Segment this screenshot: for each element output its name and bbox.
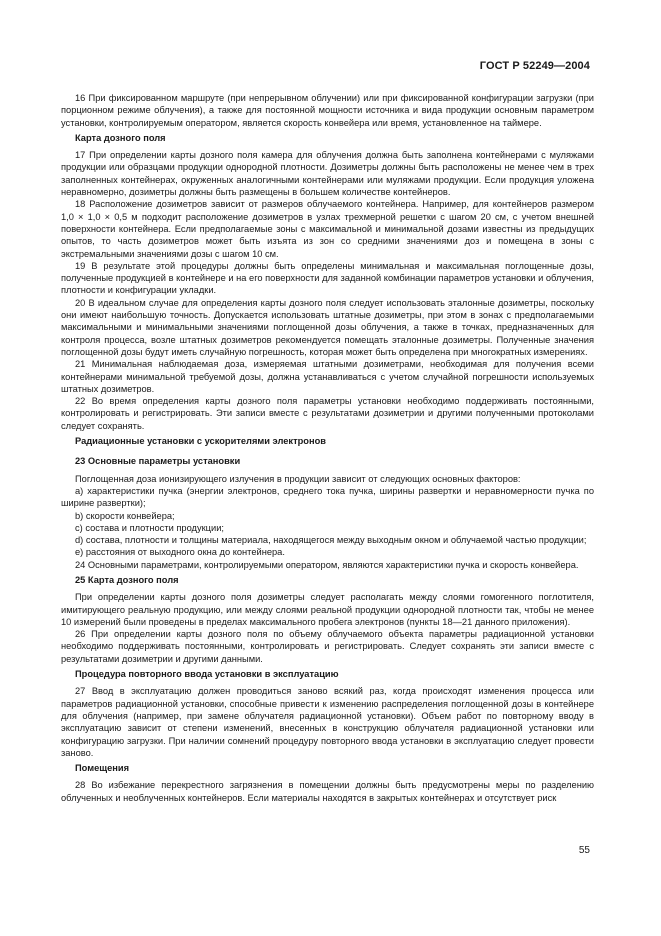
section-heading: Помещения bbox=[75, 763, 130, 774]
paragraph: 22 Во время определения карты дозного поля параметры установки необходимо поддерживать постоянными, контролировать и регистрировать. Эти записи вместе с результатами дозиметрии и другими полученными протоколами следует сохранять. bbox=[61, 396, 594, 431]
paragraph: 24 Основными параметрами, контролируемыми оператором, являются характеристики пучка и скорость конвейера. bbox=[75, 559, 579, 570]
page-number: 55 bbox=[578, 845, 590, 856]
standard-header: ГОСТ Р 52249—2004 bbox=[479, 60, 590, 72]
paragraph: b) скорости конвейера; bbox=[75, 510, 175, 521]
paragraph: c) состава и плотности продукции; bbox=[75, 522, 224, 533]
paragraph: 18 Расположение дозиметров зависит от размеров облучаемого контейнера. Например, для контейнеров размером 1,0 × 1,0 × 0,5 м подходит расположение дозиметров в узлах трехмерной решетки с шагом 20 см, с учетом внешней поверхности контейнера. Если предполагаемые зоны с максимальной и минимальной дозами известны из предыдущих опытов, то часть дозиметров может быть изъята из зон со средними значениями доз и помещена в зоны с экстремальными значениями дозы с шагом 10 см. bbox=[61, 199, 594, 259]
paragraph: e) расстояния от выходного окна до контейнера. bbox=[75, 547, 285, 558]
section-heading: Радиационные установки с ускорителями электронов bbox=[75, 436, 326, 447]
section-heading: 25 Карта дозного поля bbox=[75, 574, 179, 585]
section-heading: 23 Основные параметры установки bbox=[75, 456, 241, 467]
paragraph: 21 Минимальная наблюдаемая доза, измеряемая штатными дозиметрами, необходимая для получения всеми контейнерами минимальной требуемой дозы, должна устанавливаться с учетом случайной погрешности используемых штатных дозиметров. bbox=[61, 359, 594, 394]
paragraph: 16 При фиксированном маршруте (при непрерывном облучении) или при фиксированной конфигурации загрузки (при порционном режиме облучения), а также для постоянной мощности источника и вида продукции основным параметром установки, контролируемым оператором, является скорость конвейера или время, установленное на таймере. bbox=[61, 93, 594, 128]
paragraph: a) характеристики пучка (энергии электронов, среднего тока пучка, ширины развертки и неравномерности пучка по ширине развертки); bbox=[61, 485, 594, 509]
paragraph: 28 Во избежание перекрестного загрязнения в помещении должны быть предусмотрены меры по разделению облученных и необлученных контейнеров. Если материалы находятся в закрытых контейнерах и отсутствует риск bbox=[61, 780, 594, 803]
paragraph: При определении карты дозного поля дозиметры следует располагать между слоями гомогенного поглотителя, имитирующего реальную продукцию, или между слоями реальной продукции однородной плотности так, чтобы не менее 10 измерений были проведены в пределах максимального пробега электронов (пункты 18—21 данного приложения). bbox=[61, 592, 594, 627]
document-body bbox=[61, 92, 594, 804]
paragraph: Поглощенная доза ионизирующего излучения в продукции зависит от следующих основных факторов: bbox=[75, 473, 521, 484]
section-heading: Процедура повторного ввода установки в эксплуатацию bbox=[75, 669, 339, 680]
paragraph: d) состава, плотности и толщины материала, находящегося между выходным окном и облучаемой частью продукции; bbox=[75, 535, 587, 546]
paragraph: 20 В идеальном случае для определения карты дозного поля следует использовать эталонные дозиметры, поскольку они имеют наибольшую точность. Допускается использовать штатные дозиметры, при этом в зонах с предполагаемыми максимальными и минимальными значениями поглощенной дозы облучения, а также в точках, предназначенных для контроля процесса, возле штатных дозиметров рекомендуется помещать эталонные дозиметры. Полученные значения поглощенной дозы будут иметь случайную погрешность, которая может быть определена при многократных измерениях. bbox=[61, 297, 594, 357]
paragraph: 19 В результате этой процедуры должны быть определены минимальная и максимальная поглощенные дозы, полученные продукцией в контейнере и на его поверхности для заданной комбинации параметров установки и облучения, плотности и конфигурации укладки. bbox=[61, 260, 594, 296]
paragraph: 26 При определении карты дозного поля по объему облучаемого объекта параметры радиационной установки необходимо поддерживать постоянными, контролировать и регистрировать. Следует сохранять эти записи вместе с результатами дозиметрии и другими данными. bbox=[61, 629, 594, 664]
paragraph: 27 Ввод в эксплуатацию должен проводиться заново всякий раз, когда происходят изменения процесса или параметров радиационной установки, способные привести к изменению распределения поглощенной дозы в контейнере для облучения (например, при замене облучателя радиационной установки). Объем работ по повторному вводу в эксплуатацию зависит от степени изменений, внесенных в конструкцию облучателя радиационной установки или конфигурацию загрузки. При наличии сомнений процедуру повторного ввода установки в эксплуатацию следует провести заново. bbox=[61, 686, 594, 758]
paragraph: 17 При определении карты дозного поля камера для облучения должна быть заполнена контейнерами с муляжами продукции или образцами продукции однородной плотности. Дозиметры должны быть расположены не менее чем в трех заполненных контейнерах, окруженных аналогичными контейнерами или муляжами продукции. Если продукция уложена неравномерно, дозиметры должны быть размещены в большем количестве контейнеров. bbox=[61, 150, 594, 198]
section-heading: Карта дозного поля bbox=[75, 132, 166, 143]
